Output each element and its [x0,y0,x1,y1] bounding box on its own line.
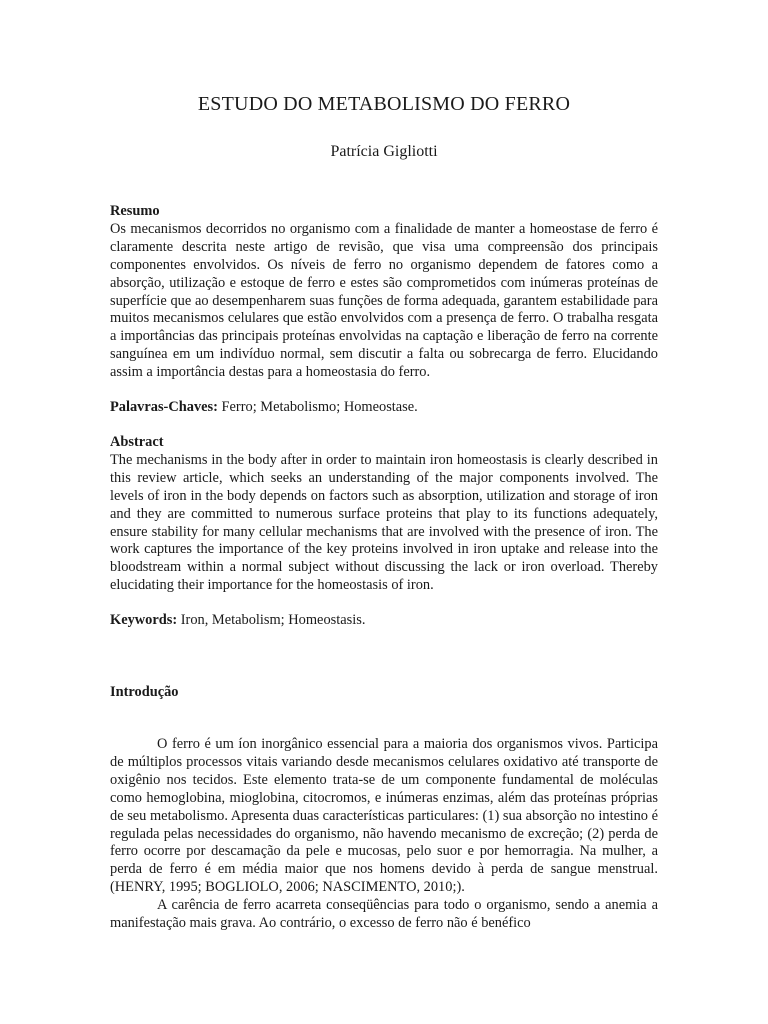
palavras-chaves-label: Palavras-Chaves: [110,399,218,416]
abstract-text: The mechanisms in the body after in order to maintain iron homeostasis is clearly described in this review article, which seeks an understanding of the major components involved. The levels of iron in the body depends on factors such as absorption, utilization and storage of iron and they are committed to numerous surface proteins that play to its functions adequately, ensure stability for many cellular mechanisms that are involved with the presence of iron. The work captures the importance of the key proteins involved in iron uptake and release into the bloodstream within a normal subject without discussing the lack or iron overload. Thereby elucidating their importance for the homeostasis of iron. [110,451,658,594]
resumo-heading: Resumo [110,203,160,219]
keywords-section [110,612,658,630]
introducao-body [110,736,658,933]
palavras-chaves-section [110,399,658,417]
resumo-section [110,203,658,382]
abstract-section [110,434,658,595]
resumo-text: Os mecanismos decorridos no organismo com a finalidade de manter a homeostase de ferro é claramente descrita neste artigo de revisão, que visa uma compreensão dos principais componentes envolvidos. Os níveis de ferro no organismo dependem de fatores como a absorção, utilização e estoque de ferro e estes são comprometidos com inúmeras proteínas de superfície que ao desempenharem suas funções de forma adequada, garantem estabilidade para muitos mecanismos celulares que estão envolvidos com a presença de ferro. O trabalha resgata a importâncias das principais proteínas envolvidas na captação e liberação de ferro na corrente sanguínea em um indivíduo normal, sem discutir a falta ou sobrecarga de ferro. Elucidando assim a importância destas para a homeostasia do ferro. [110,220,658,381]
palavras-chaves-text: Ferro; Metabolismo; Homeostase. [217,399,418,416]
introducao-paragraph: A carência de ferro acarreta conseqüências para todo o organismo, sendo a anemia a manifestação mais grava. Ao contrário, o excesso de ferro não é benéfico [110,897,658,932]
introducao-heading: Introdução [110,684,179,701]
paper-title: ESTUDO DO METABOLISMO DO FERRO [197,93,571,115]
introducao-paragraph: O ferro é um íon inorgânico essencial para a maioria dos organismos vivos. Participa de múltiplos processos vitais variando desde mecanismos celulares oxidativo até transporte de oxigênio nos tecidos. Este elemento trata-se de um componente fundamental de moléculas como hemoglobina, mioglobina, citocromos, e inúmeras enzimas, além das proteínas próprias de seu metabolismo. Apresenta duas características particulares: (1) sua absorção no intestino é regulada pelas necessidades do organismo, não havendo mecanismo de excreção; (2) perda de ferro ocorre por descamação da pele e mucosas, pelo suor e por hemorragia. Na mulher, a perda de ferro é em média maior que nos homens devido à perda de sangue menstrual. (HENRY, 1995; BOGLIOLO, 2006; NASCIMENTO, 2010;). [110,736,658,896]
abstract-heading: Abstract [110,433,164,450]
keywords-line [110,612,658,630]
palavras-chaves-line [110,399,658,417]
keywords-label: Keywords: [110,612,178,629]
paper-author: Patrícia Gigliotti [330,143,438,160]
keywords-text: Iron, Metabolism; Homeostasis. [177,612,366,629]
